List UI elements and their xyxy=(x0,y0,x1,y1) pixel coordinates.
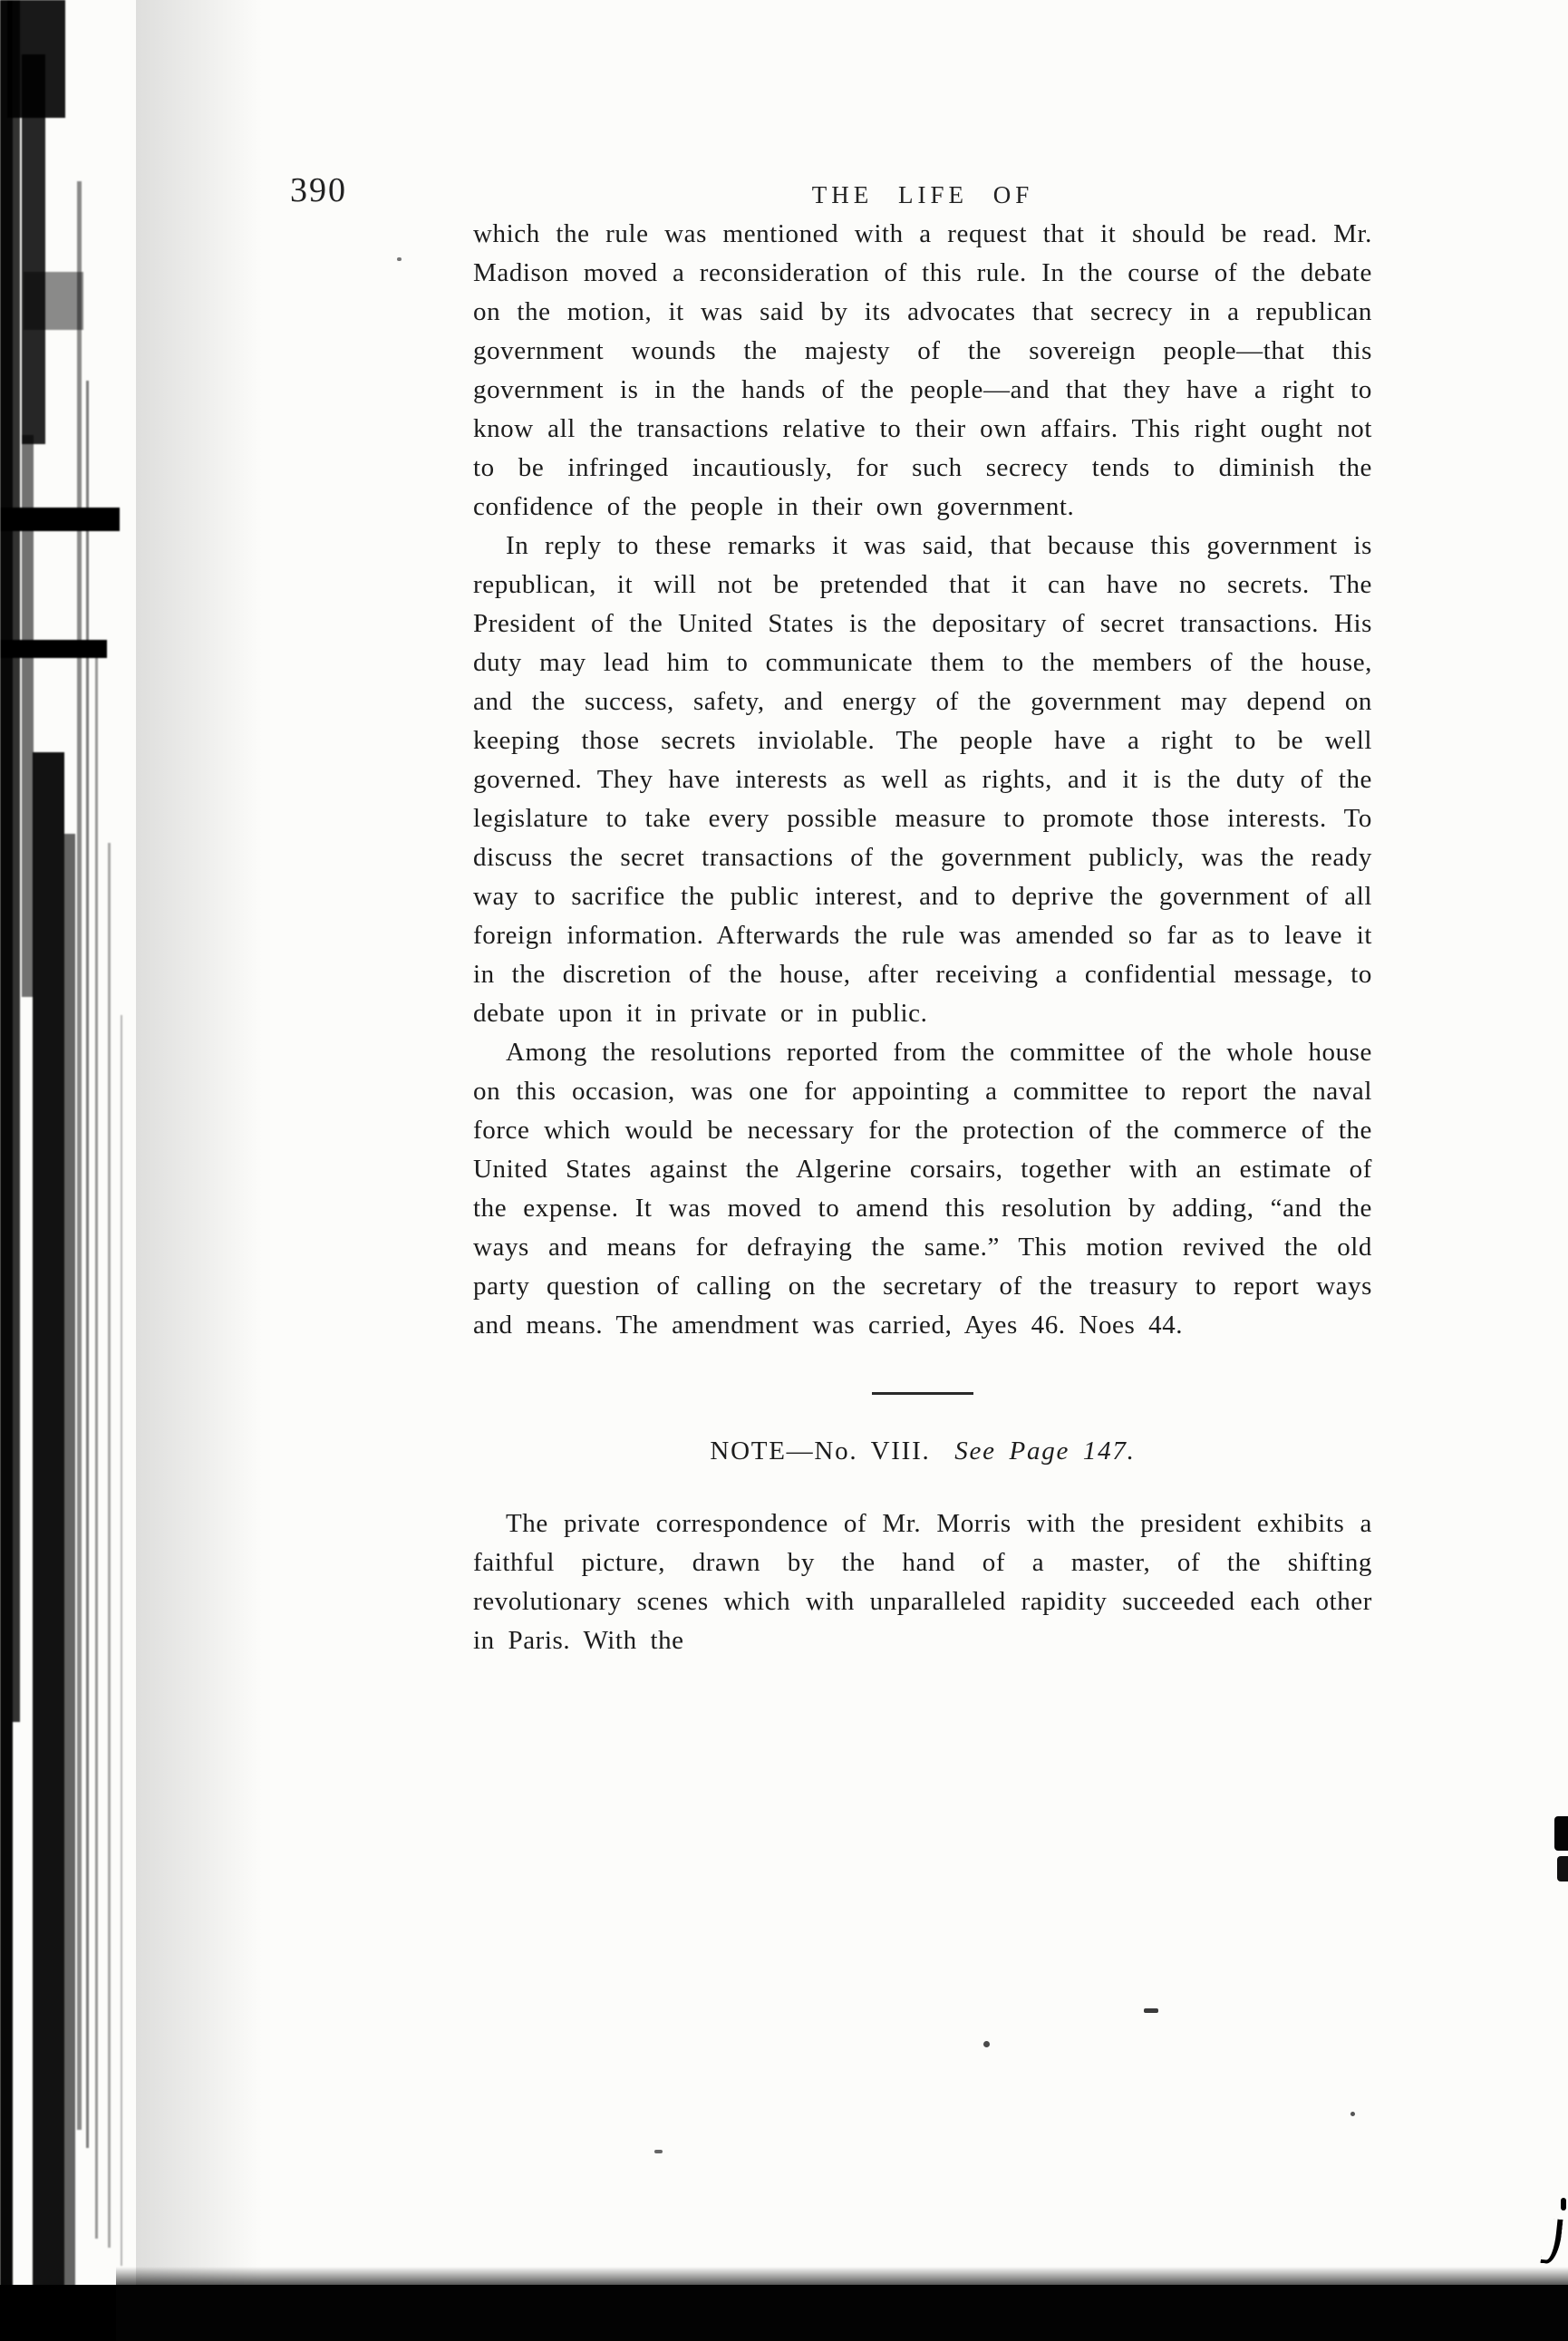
note-heading-label: NOTE—No. VIII. xyxy=(710,1437,931,1466)
scan-artifact-squiggle xyxy=(1540,2218,1563,2265)
note-heading xyxy=(473,1437,1372,1466)
note-heading-reference: See Page 147. xyxy=(954,1437,1136,1466)
section-divider xyxy=(872,1392,973,1395)
scan-artifact-right-edge-mark xyxy=(1554,1816,1568,1851)
page-number: 390 xyxy=(290,171,347,209)
paragraph: In reply to these remarks it was said, that because this government is republican, it will not be pretended that it can have no secrets. The President of the United States is the depositary of secret transactions. His duty may lead him to communicate them to the members of the house, and the success, safety, and energy of the government may depend on keeping those secrets inviolable. The people have a right to be well governed. They have interests as well as rights, and it is the duty of the legislature to take every possible measure to promote those interests. To discuss the secret transactions of the government publicly, was the ready way to sacrifice the public interest, and to deprive the government of all foreign information. Afterwards the rule was amended so far as to leave it in the discretion of the house, after receiving a confidential message, to debate upon it in private or in public. xyxy=(473,531,1372,1028)
scan-artifact-right-edge-mark xyxy=(1557,1856,1568,1882)
scan-artifact-speck xyxy=(983,2041,990,2047)
body-text xyxy=(473,215,1372,1660)
scan-artifact-binding-shadow xyxy=(136,0,263,2341)
scan-artifact-bottom-bar xyxy=(116,2285,1568,2341)
scan-artifact-squiggle xyxy=(1561,2198,1566,2210)
paragraph: The private correspondence of Mr. Morris with the president exhibits a faithful picture, drawn by the hand of a master, of the shifting revolutionary scenes which with unparalleled rapidity succeeded each other in Paris. With the xyxy=(473,1509,1372,1655)
paragraph: which the rule was mentioned with a request that it should be read. Mr. Madison moved a reconsideration of this rule. In the course of the debate on the motion, it was said by its advocates that secrecy in a republican government wounds the majesty of the sovereign people—that this government is in the hands of the people—and that they have a right to know all the transactions relative to their own affairs. This right ought not to be infringed incautiously, for such secrecy tends to diminish the confidence of the people in their own government. xyxy=(473,219,1372,521)
scan-artifact-speck xyxy=(1144,2008,1158,2013)
scan-artifact-speck xyxy=(654,2150,663,2153)
scan-artifact-speck xyxy=(397,257,402,261)
scan-artifact-left-binding xyxy=(0,0,154,2341)
scan-artifact-speck xyxy=(1350,2112,1355,2116)
running-header: THE LIFE OF xyxy=(811,181,1034,208)
paragraph: Among the resolutions reported from the committee of the whole house on this occasion, was one for appointing a committee to report the naval force which would be necessary for the protection of the commerce of the United States against the Algerine corsairs, together with an estimate of the expense. It was moved to amend this resolution by adding, “and the ways and means for defraying the same.” This motion revived the old party question of calling on the secretary of the treasury to report ways and means. The amendment was carried, Ayes 46. Noes 44. xyxy=(473,1038,1372,1340)
